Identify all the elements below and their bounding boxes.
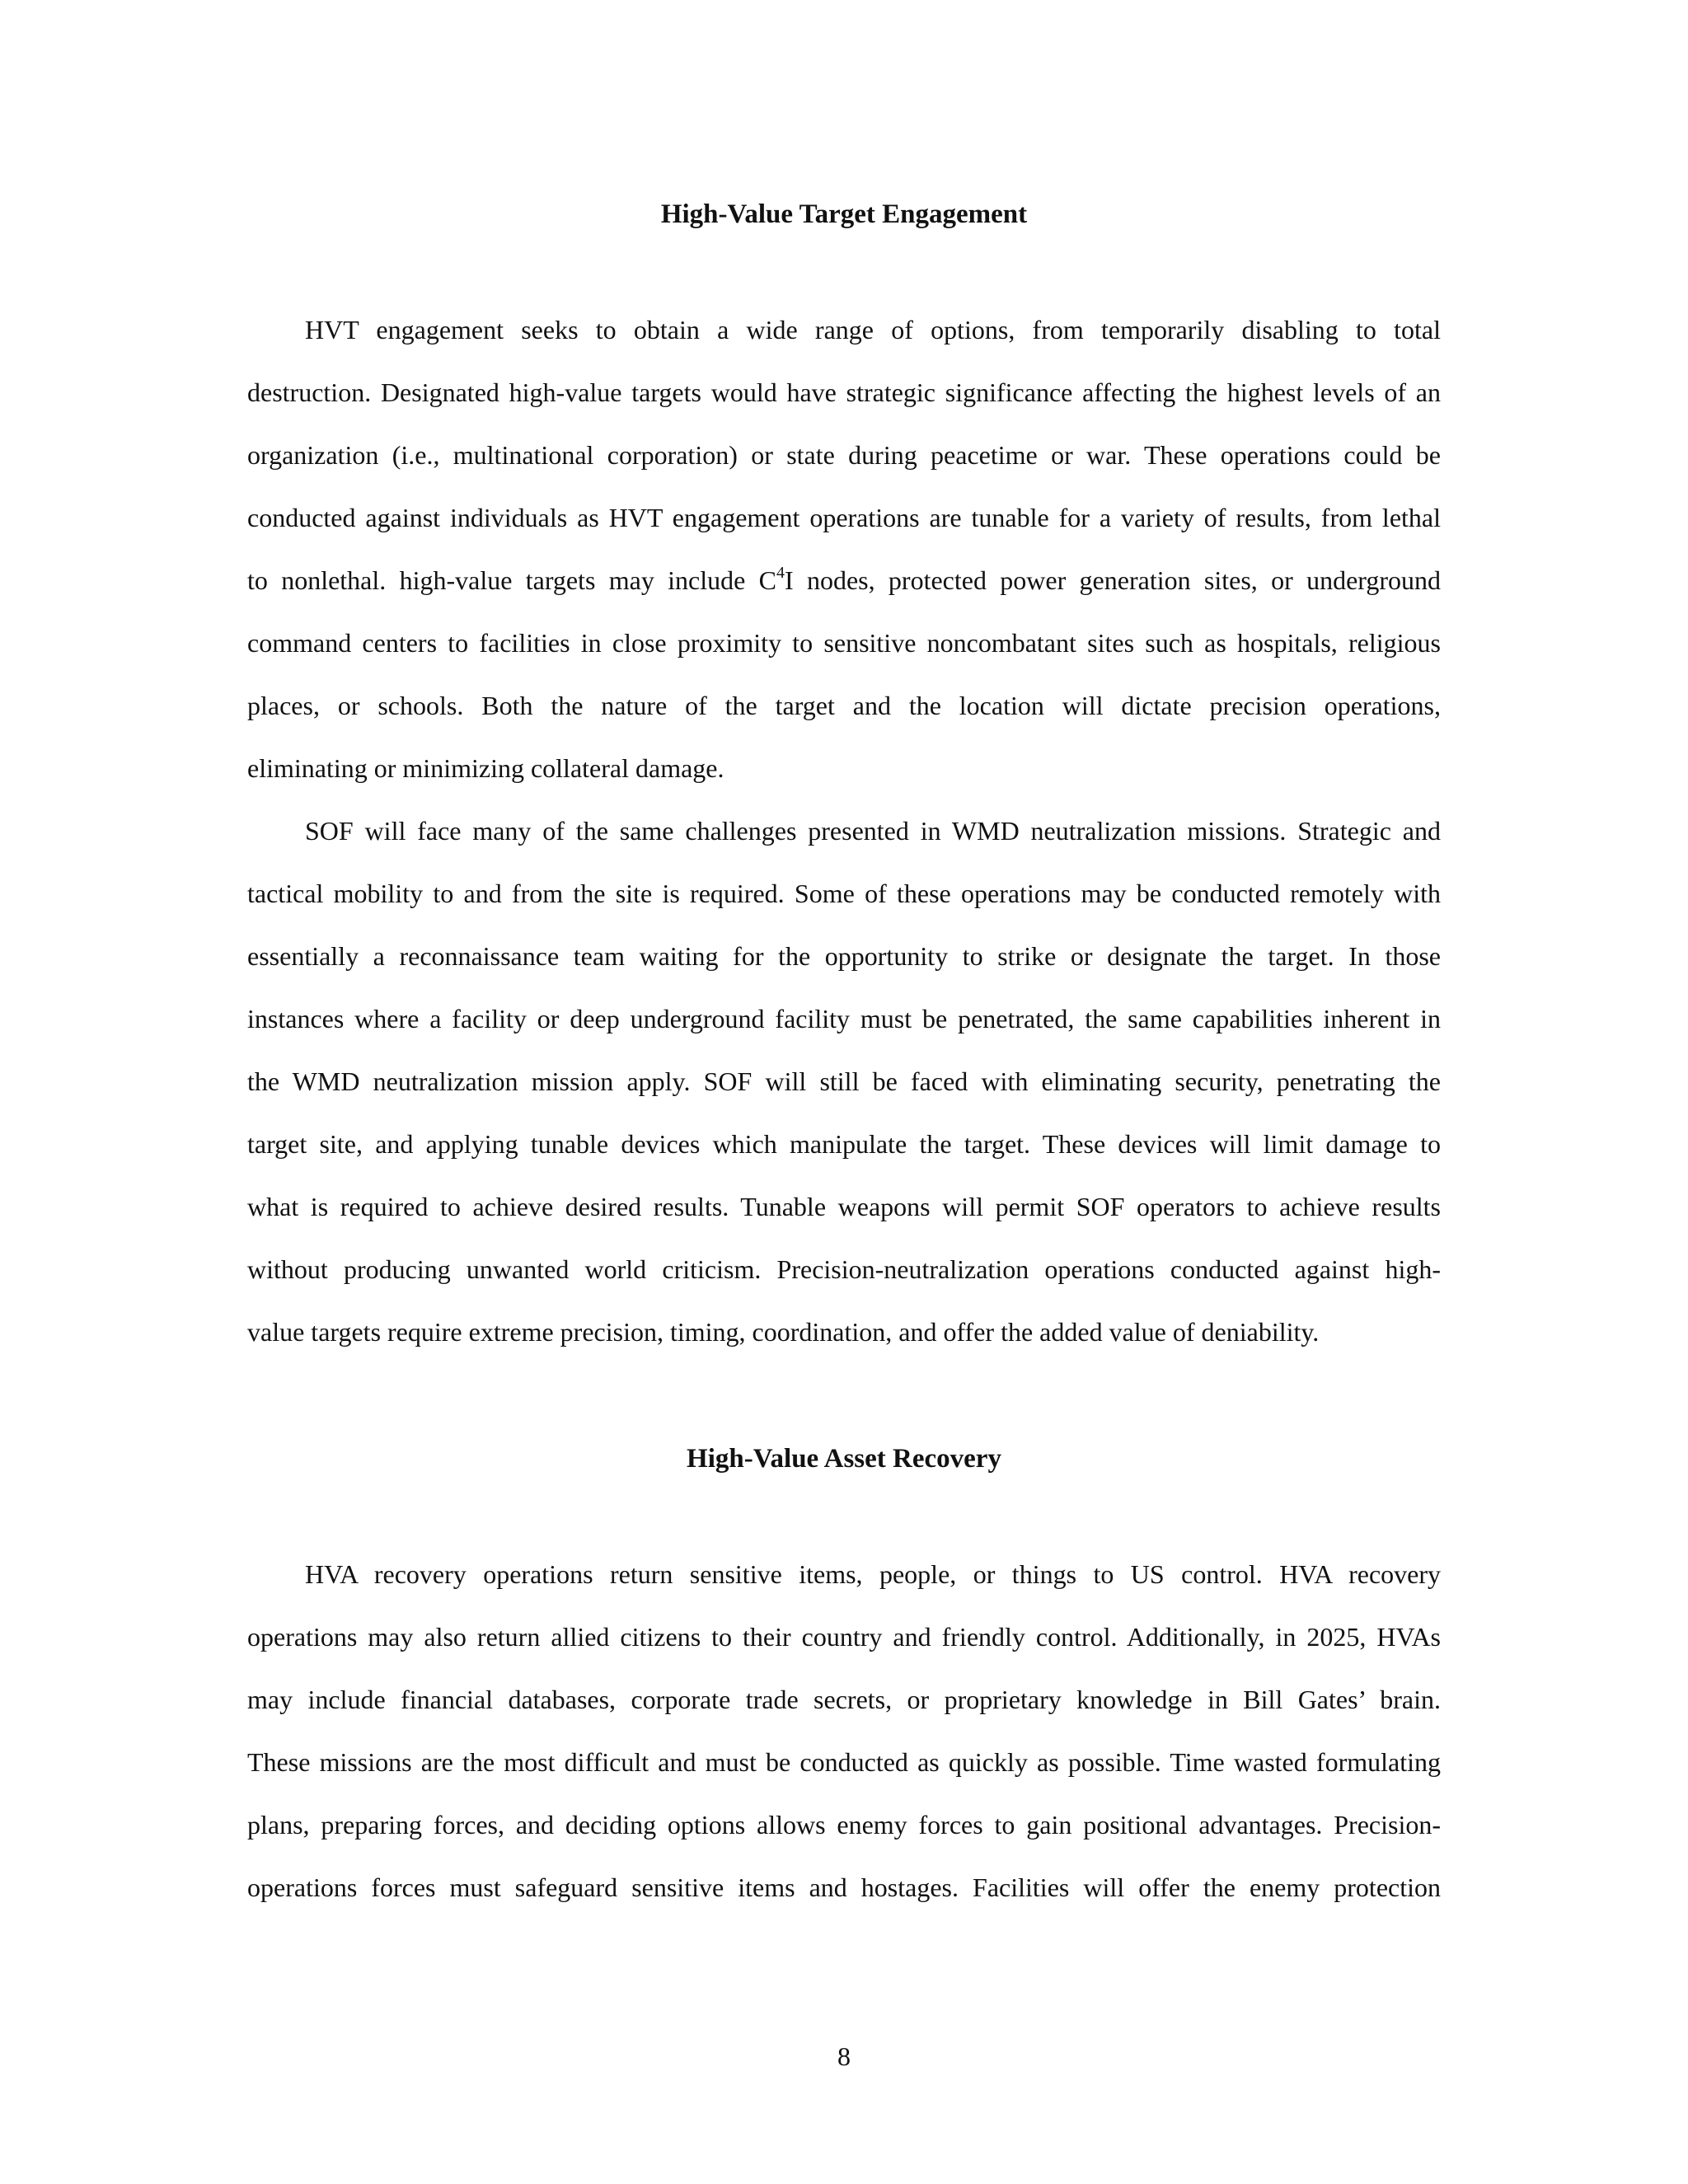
paragraph-line: eliminating or minimizing collateral damage.: [247, 753, 724, 783]
paragraph-line: what is required to achieve desired results. Tunable weapons will permit SOF operators to achieve results: [247, 1192, 1441, 1221]
paragraph-line: places, or schools. Both the nature of the target and the location will dictate precision operations,: [247, 691, 1441, 720]
paragraph-line: the WMD neutralization mission apply. SOF will still be faced with eliminating security, penetrating the: [247, 1066, 1441, 1096]
section-heading-hvt-engagement: High-Value Target Engagement: [660, 199, 1028, 229]
paragraph-line: essentially a reconnaissance team waiting for the opportunity to strike or designate the target. In those: [247, 941, 1441, 971]
paragraph-line-with-superscript: [247, 564, 1441, 597]
line-text-before: to nonlethal. high-value targets may include C: [247, 565, 776, 595]
paragraph-line: may include financial databases, corporate trade secrets, or proprietary knowledge in Bill Gates’ brain.: [247, 1685, 1441, 1714]
paragraph-line: target site, and applying tunable devices which manipulate the target. These devices will limit damage to: [247, 1129, 1441, 1159]
line-text-after: I nodes, protected power generation sites, or underground: [785, 565, 1442, 595]
paragraph-line: HVA recovery operations return sensitive items, people, or things to US control. HVA recovery: [305, 1559, 1441, 1589]
paragraph-line: operations forces must safeguard sensitive items and hostages. Facilities will offer the enemy protection: [247, 1872, 1441, 1902]
paragraph-line: conducted against individuals as HVT engagement operations are tunable for a variety of results, from lethal: [247, 503, 1441, 532]
paragraph-line: organization (i.e., multinational corporation) or state during peacetime or war. These operations could be: [247, 440, 1441, 470]
paragraph-line: value targets require extreme precision, timing, coordination, and offer the added value of deniability.: [247, 1317, 1320, 1347]
paragraph-line: These missions are the most difficult and must be conducted as quickly as possible. Time wasted formulating: [247, 1747, 1441, 1777]
section-heading-hva-recovery: High-Value Asset Recovery: [687, 1444, 1001, 1474]
paragraph-line: without producing unwanted world criticism. Precision-neutralization operations conducted against high-: [247, 1254, 1441, 1284]
paragraph-line: SOF will face many of the same challenges presented in WMD neutralization missions. Strategic and: [305, 816, 1441, 846]
page-number: 8: [837, 2041, 851, 2071]
paragraph-line: instances where a facility or deep underground facility must be penetrated, the same capabilities inherent in: [247, 1004, 1441, 1033]
superscript-four: 4: [776, 564, 785, 582]
paragraph-line: operations may also return allied citizens to their country and friendly control. Additionally, in 2025, HVAs: [247, 1622, 1441, 1652]
paragraph-line: command centers to facilities in close proximity to sensitive noncombatant sites such as hospitals, religious: [247, 628, 1441, 658]
paragraph-line: tactical mobility to and from the site is required. Some of these operations may be conducted remotely with: [247, 879, 1441, 908]
paragraph-line: HVT engagement seeks to obtain a wide range of options, from temporarily disabling to total: [305, 315, 1441, 344]
paragraph-line: destruction. Designated high-value targets would have strategic significance affecting the highest levels of an: [247, 377, 1441, 407]
paragraph-line: plans, preparing forces, and deciding options allows enemy forces to gain positional advantages. Precision-: [247, 1810, 1441, 1840]
